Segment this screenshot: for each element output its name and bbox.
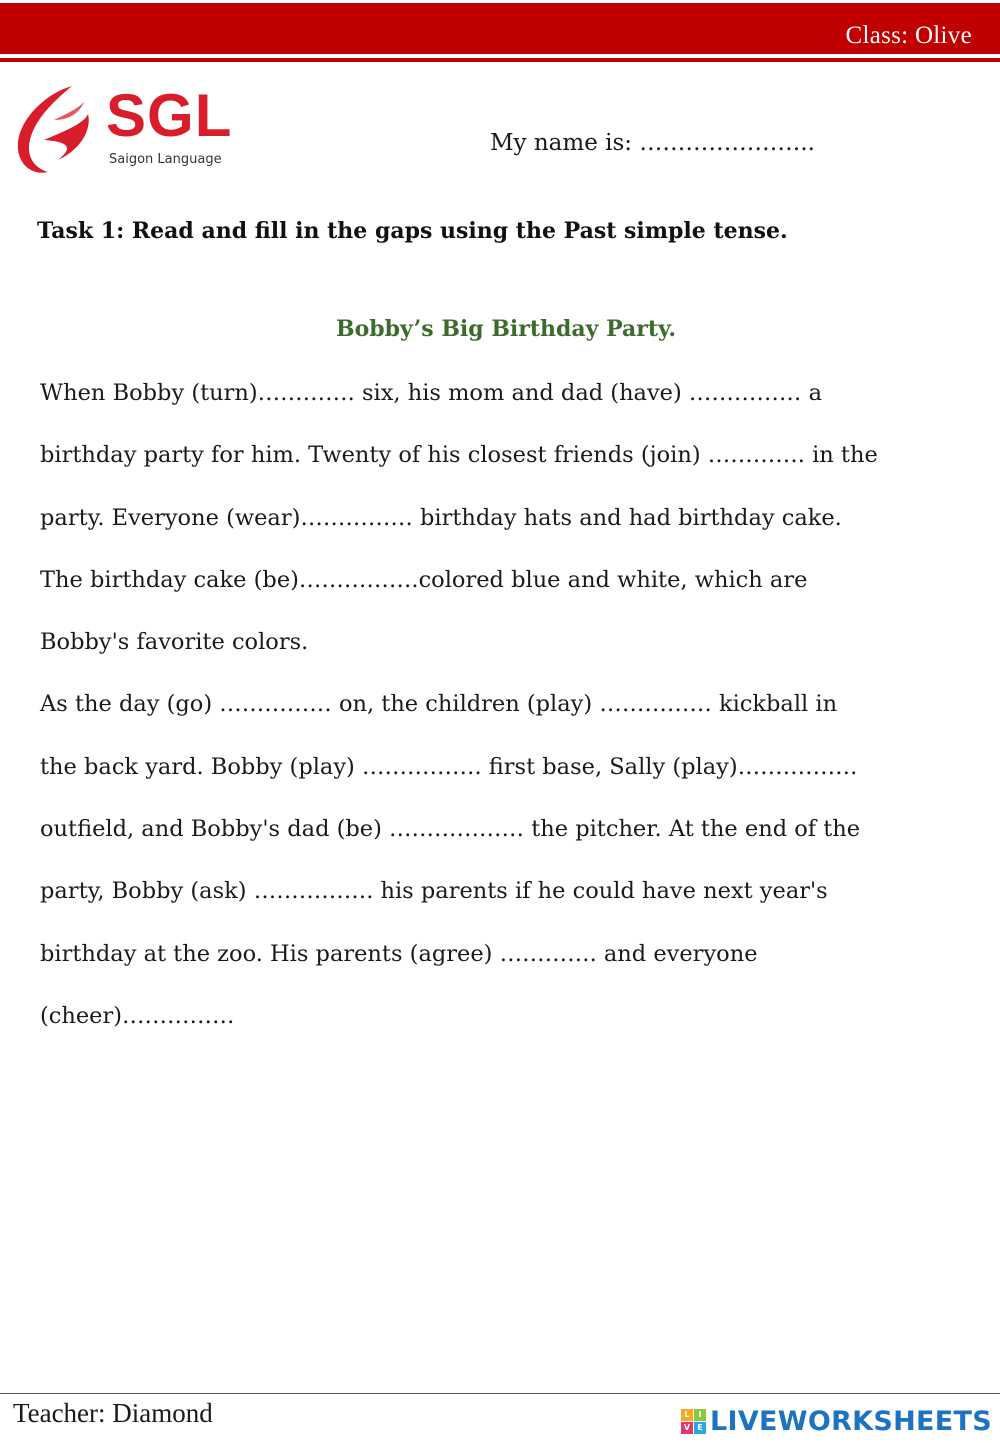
task-title: Task 1: Read and fill in the gaps using the Past simple tense. [37,218,788,244]
story-line: When Bobby (turn)…………. six, his mom and dad (have) …………… a [40,380,822,406]
story-line: the back yard. Bobby (play) ……………. first base, Sally (play)……………. [40,753,858,780]
story-line: As the day (go) …………… on, the children (play) …………… kickball in [40,691,838,718]
story-text [40,362,985,1047]
logo-subtitle: Saigon Language [109,152,222,167]
liveworksheets-brand[interactable] [681,1406,992,1437]
story-line: party, Bobby (ask) ……………. his parents if he could have next year's [40,878,828,905]
brand-cell: L [681,1409,693,1421]
story-line: birthday at the zoo. His parents (agree) …………. and everyone [40,940,758,967]
story-line: Bobby's favorite colors. [40,629,309,656]
header-bar [0,3,1000,54]
name-prompt: My name is: ………………….. [490,130,815,156]
liveworksheets-wordmark: LIVEWORKSHEETS [709,1406,992,1437]
story-line: outfield, and Bobby's dad (be) ……………… the pitcher. At the end of the [40,816,861,843]
swoosh-logo-icon [14,80,94,178]
brand-cell: V [681,1422,693,1434]
story-line: (cheer)…………… [40,1002,235,1029]
footer-rule [0,1393,1000,1394]
story-line: The birthday cake (be)…………….colored blue and white, which are [40,566,808,593]
header-rule [0,58,1000,62]
liveworksheets-icon [681,1409,706,1434]
story-title: Bobby’s Big Birthday Party. [336,316,676,342]
sgl-logo [14,80,244,178]
story-line: party. Everyone (wear)…………… birthday hats and had birthday cake. [40,504,842,531]
brand-cell: I [694,1409,706,1421]
logo-wordmark: SGL [106,82,233,149]
teacher-label: Teacher: Diamond [13,1398,213,1428]
class-label: Class: Olive [845,22,972,49]
brand-cell: E [694,1422,706,1434]
story-line: birthday party for him. Twenty of his closest friends (join) …………. in the [40,442,878,469]
